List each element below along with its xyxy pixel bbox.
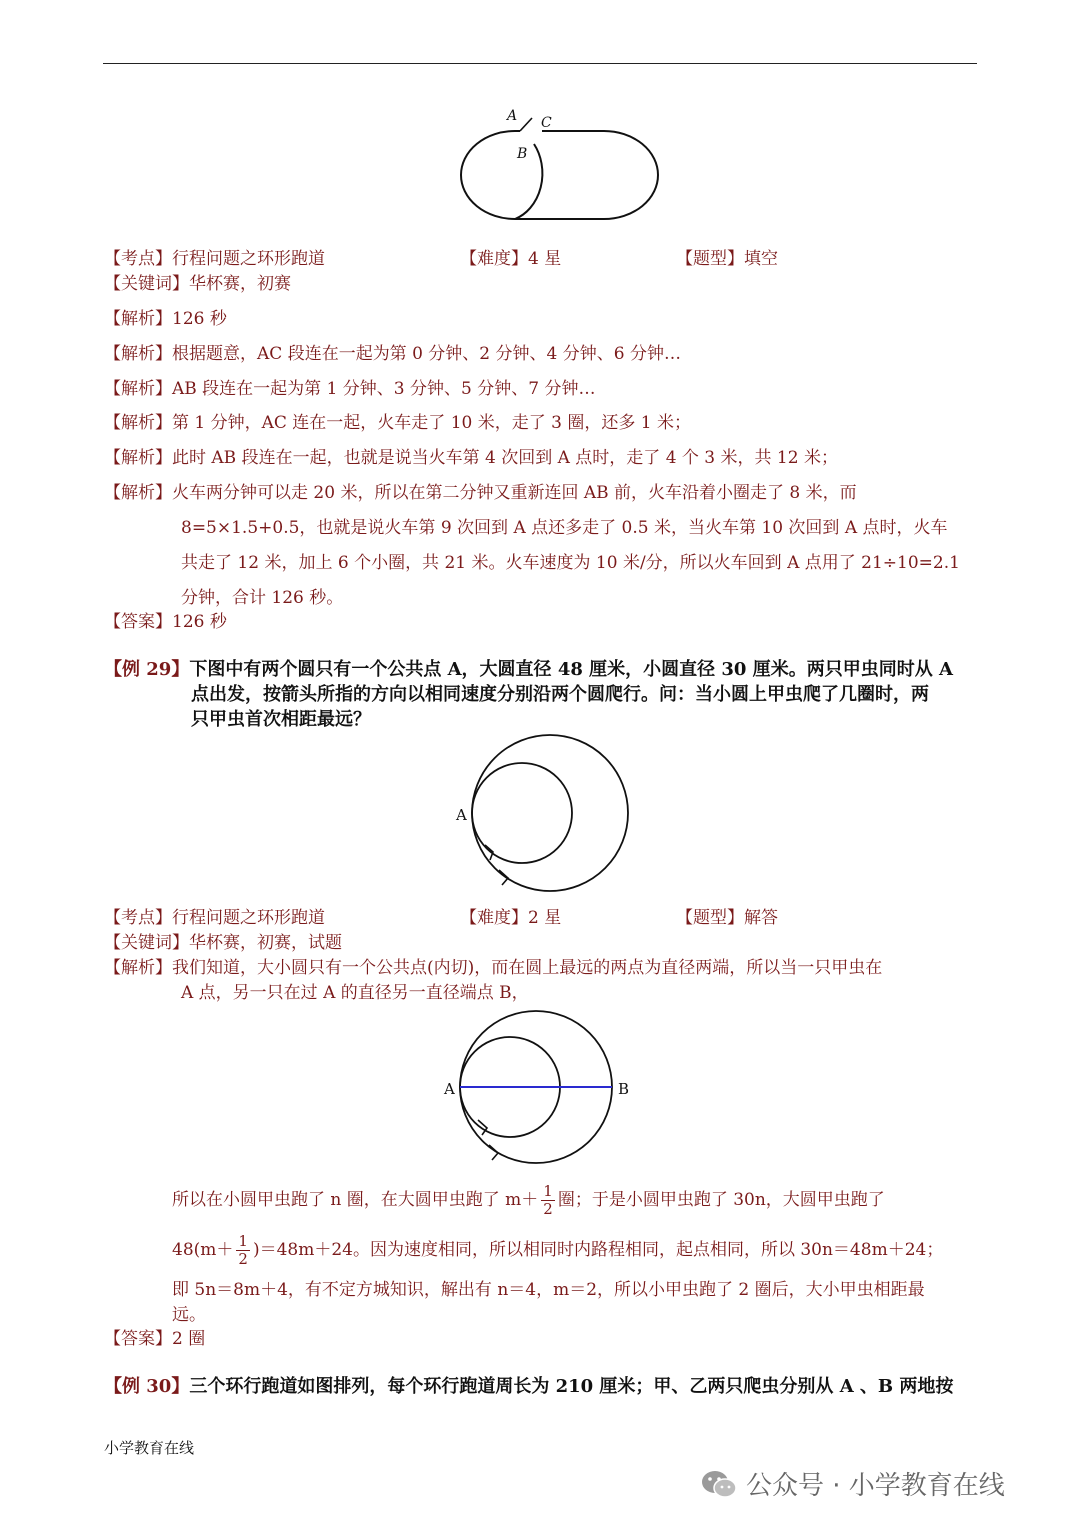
example-29-question-line: 点出发，按箭头所指的方向以相同速度分别沿两个圆爬行。问：当小圆上甲虫爬了几圈时，两 [191, 684, 929, 705]
label-c: C [541, 115, 552, 131]
example-29-label: 【例 29】 [104, 659, 190, 680]
jiexi-row: 【解析】此时 AB 段连在一起，也就是说当火车第 4 次回到 A 点时，走了 4 个 3 米，共 12 米； [104, 448, 838, 468]
footer-source: 小学教育在线 [104, 1439, 195, 1457]
jiexi-continuation: 共走了 12 米，加上 6 个小圈，共 21 米。火车速度为 10 米/分，所以火车回到 A 点用了 21÷10=2.1 [181, 553, 960, 573]
kaodian-row: 【考点】行程问题之环形跑道 [104, 249, 325, 269]
example-29-question-line: 只甲虫首次相距最远？ [191, 709, 371, 730]
tixing-row: 【题型】填空 [676, 249, 778, 269]
diameter-figure [438, 1003, 638, 1173]
label-b: B [618, 1080, 630, 1098]
solution-line: 所以在小圆甲虫跑了 n 圈，在大圆甲虫跑了 m＋ $\frac{1}{2}$ 圈；于是小圆甲虫跑了 30n，大圆甲虫跑了 [172, 1182, 885, 1218]
fraction-one-half: $\frac{1}{2}$ [238, 1232, 248, 1268]
jiexi-row: 【解析】126 秒 [104, 309, 227, 329]
label-a: A [456, 806, 467, 824]
jiexi-row: 【解析】根据题意，AC 段连在一起为第 0 分钟、2 分钟、4 分钟、6 分钟… [104, 344, 681, 364]
example-30-question: 【例 30】三个环行跑道如图排列，每个环行跑道周长为 210 厘米；甲、乙两只爬虫分别从 A 、B 两地按 [104, 1376, 954, 1397]
tixing-row: 【题型】解答 [676, 908, 778, 928]
label-b: B [517, 146, 528, 162]
kaodian-row: 【考点】行程问题之环形跑道 [104, 908, 325, 928]
solution-line: 远。 [172, 1305, 206, 1325]
nandu-row: 【难度】4 星 [460, 249, 562, 269]
header-rule [103, 63, 977, 64]
jiexi-continuation: 8=5×1.5+0.5，也就是说火车第 9 次回到 A 点还多走了 0.5 米，当火车第 10 次回到 A 点时，火车 [181, 518, 948, 538]
solution-line: 48(m＋ $\frac{1}{2}$ )＝48m＋24。因为速度相同，所以相同时内路程相同，起点相同，所以 30n＝48m＋24； [172, 1232, 944, 1268]
fraction-one-half: $\frac{1}{2}$ [543, 1182, 553, 1218]
wechat-icon [700, 1468, 738, 1500]
jiexi-row: 【解析】AB 段连在一起为第 1 分钟、3 分钟、5 分钟、7 分钟… [104, 379, 596, 399]
track-figure [410, 100, 670, 225]
daan-row: 【答案】2 圈 [104, 1329, 206, 1349]
jiexi-continuation: 分钟，合计 126 秒。 [181, 588, 344, 608]
nandu-row: 【难度】2 星 [460, 908, 562, 928]
solution-line: 即 5n＝8m＋4，有不定方城知识，解出有 n＝4，m＝2，所以小甲虫跑了 2 圈后，大小甲虫相距最 [172, 1280, 925, 1300]
daan-row: 【答案】126 秒 [104, 612, 227, 632]
label-a: A [444, 1080, 455, 1098]
label-a: A [507, 108, 518, 124]
jiexi-row: 【解析】我们知道，大小圆只有一个公共点(内切)，而在圆上最远的两点为直径两端，所以当一只甲虫在 [104, 958, 883, 978]
jiexi-row: 【解析】第 1 分钟，AC 连在一起，火车走了 10 米，走了 3 圈，还多 1 米； [104, 413, 691, 433]
guanjianci-row: 【关键词】华杯赛，初赛，试题 [104, 933, 342, 953]
jiexi-continuation: A 点，另一只在过 A 的直径另一直径端点 B， [181, 983, 529, 1003]
circles-figure [440, 725, 640, 900]
guanjianci-row: 【关键词】华杯赛，初赛 [104, 274, 291, 294]
watermark [700, 1465, 1005, 1502]
jiexi-row: 【解析】火车两分钟可以走 20 米，所以在第二分钟又重新连回 AB 前，火车沿着小圈走了 8 米，而 [104, 483, 857, 503]
example-29-question: 【例 29】下图中有两个圆只有一个公共点 A，大圆直径 48 厘米，小圆直径 30 厘米。两只甲虫同时从 A [104, 659, 953, 680]
watermark-text: 公众号 · 小学教育在线 [746, 1471, 1005, 1501]
example-30-label: 【例 30】 [104, 1376, 190, 1397]
